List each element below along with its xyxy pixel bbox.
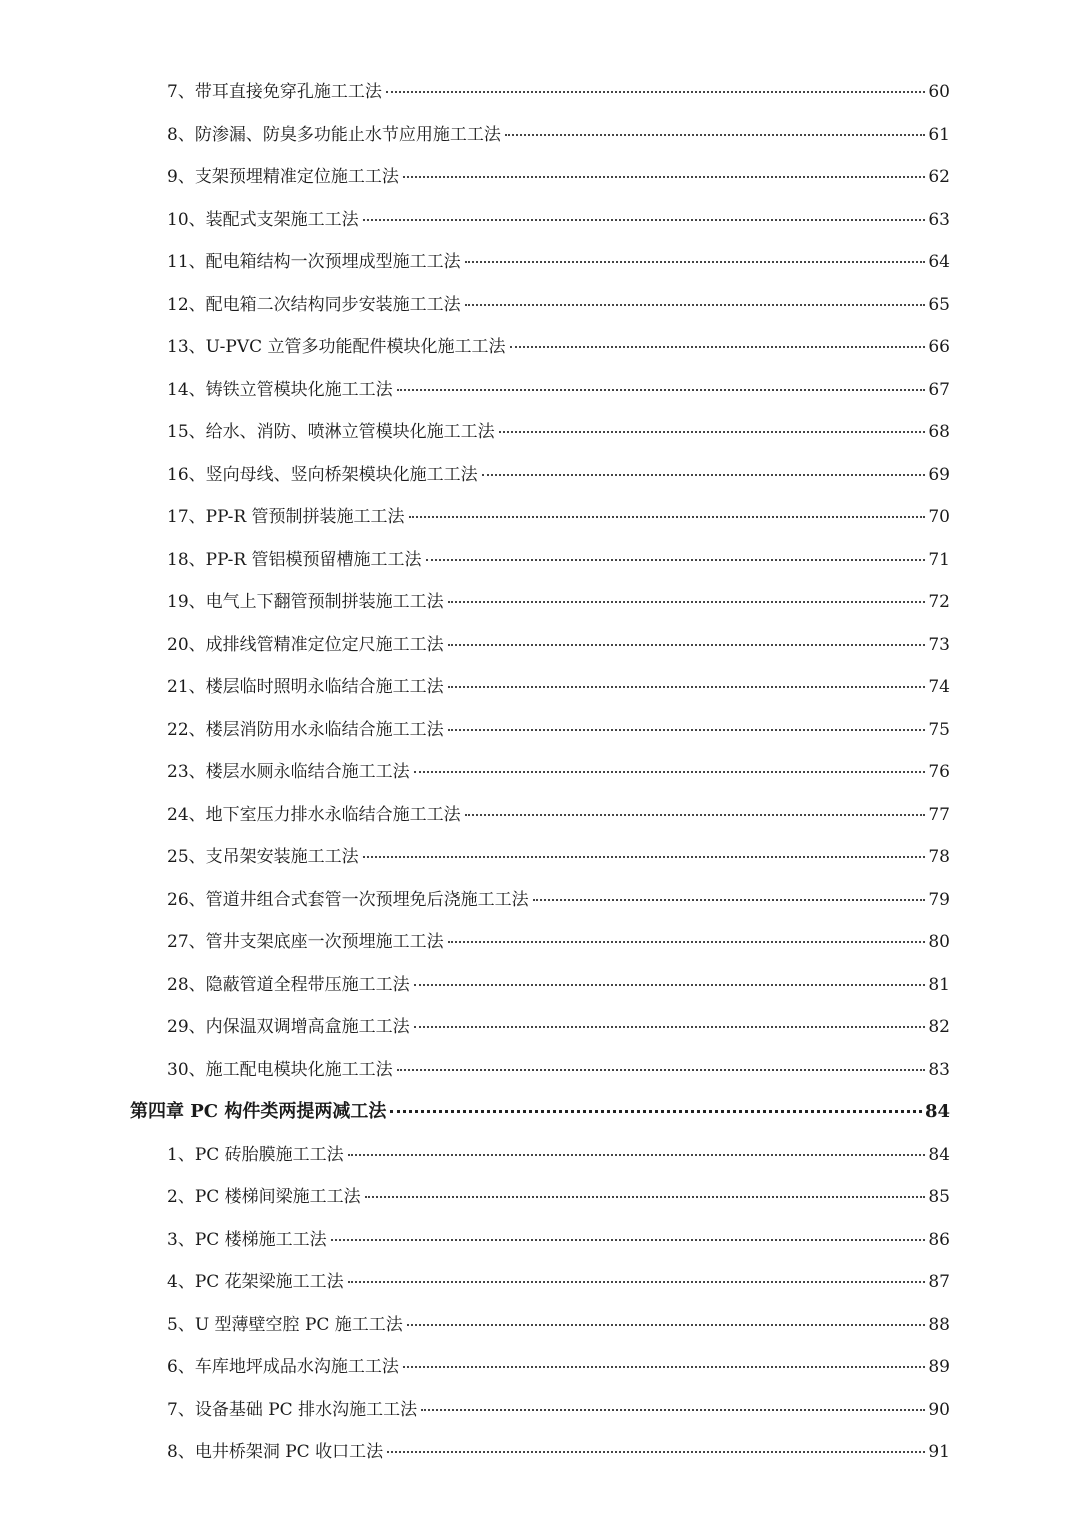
page-number: 83: [928, 1059, 950, 1080]
page-number: 71: [928, 549, 950, 570]
page-number: 88: [928, 1314, 950, 1335]
dot-leader: [390, 1110, 922, 1113]
toc-entry-row[interactable]: [0, 370, 1080, 413]
page-number: 76: [928, 762, 950, 782]
page-number: 85: [928, 1187, 950, 1207]
toc-entry-row[interactable]: [0, 1135, 1080, 1178]
page-number: 62: [928, 167, 950, 187]
dot-leader: [414, 771, 926, 773]
dot-leader: [331, 1239, 926, 1241]
entry-title: 7、设备基础 PC 排水沟施工工法: [167, 1399, 418, 1420]
toc-entry-row[interactable]: [0, 497, 1080, 540]
toc-entry-row[interactable]: [0, 880, 1080, 923]
entry-title: 9、支架预埋精准定位施工工法: [167, 167, 399, 187]
dot-leader: [365, 1196, 926, 1198]
dot-leader: [448, 686, 926, 688]
dot-leader: [414, 1026, 926, 1028]
entry-title: 3、PC 楼梯施工工法: [167, 1229, 327, 1250]
toc-entry-row[interactable]: [0, 667, 1080, 710]
dot-leader: [387, 1451, 925, 1453]
entry-title: 4、PC 花架梁施工工法: [167, 1272, 344, 1292]
entry-title: 18、PP-R 管铝模预留槽施工工法: [167, 549, 422, 570]
page-number: 66: [928, 337, 950, 357]
toc-entry-row[interactable]: [0, 582, 1080, 625]
page-number: 91: [928, 1442, 950, 1462]
dot-leader: [482, 474, 926, 476]
toc-entry-row[interactable]: [0, 922, 1080, 965]
dot-leader: [465, 814, 926, 816]
entry-title: 10、装配式支架施工工法: [167, 209, 359, 230]
dot-leader: [448, 941, 926, 943]
toc-entry-row[interactable]: [0, 200, 1080, 243]
chapter-title: 第四章 PC 构件类两提两减工法: [130, 1101, 387, 1122]
dot-leader: [499, 431, 926, 433]
page-number: 63: [928, 209, 950, 230]
dot-leader: [533, 899, 926, 901]
entry-title: 11、配电箱结构一次预埋成型施工工法: [167, 252, 461, 272]
toc-chapter-row[interactable]: [0, 1092, 1080, 1135]
toc-entry-row[interactable]: [0, 285, 1080, 328]
page-number: 68: [928, 422, 950, 442]
page-number: 77: [928, 804, 950, 825]
entry-title: 5、U 型薄壁空腔 PC 施工工法: [167, 1314, 403, 1335]
dot-leader: [407, 1324, 926, 1326]
page-number: 64: [928, 252, 950, 272]
entry-title: 17、PP-R 管预制拼装施工工法: [167, 507, 405, 527]
toc-entry-row[interactable]: [0, 412, 1080, 455]
dot-leader: [409, 516, 926, 518]
dot-leader: [448, 644, 926, 646]
toc-entry-row[interactable]: [0, 540, 1080, 583]
toc-entry-row[interactable]: [0, 1305, 1080, 1348]
page-number: 89: [928, 1357, 950, 1377]
toc-entry-row[interactable]: [0, 1432, 1080, 1475]
toc-entry-row[interactable]: [0, 1050, 1080, 1093]
entry-title: 21、楼层临时照明永临结合施工工法: [167, 677, 444, 697]
entry-title: 16、竖向母线、竖向桥架模块化施工工法: [167, 464, 478, 485]
page-number: 61: [928, 124, 950, 145]
toc-entry-row[interactable]: [0, 1220, 1080, 1263]
entry-title: 22、楼层消防用水永临结合施工工法: [167, 719, 444, 740]
dot-leader: [397, 1069, 926, 1071]
entry-title: 27、管井支架底座一次预埋施工工法: [167, 932, 444, 952]
dot-leader: [348, 1281, 926, 1283]
dot-leader: [386, 91, 926, 93]
table-of-contents: [0, 72, 1080, 1475]
page-number: 73: [928, 634, 950, 655]
entry-title: 15、给水、消防、喷淋立管模块化施工工法: [167, 422, 495, 442]
page-number: 84: [924, 1101, 950, 1122]
page-number: 90: [928, 1399, 950, 1420]
entry-title: 7、带耳直接免穿孔施工工法: [167, 82, 382, 102]
page-number: 82: [928, 1017, 950, 1037]
toc-entry-row[interactable]: [0, 242, 1080, 285]
toc-entry-row[interactable]: [0, 752, 1080, 795]
entry-title: 24、地下室压力排水永临结合施工工法: [167, 804, 461, 825]
dot-leader: [348, 1154, 926, 1156]
entry-title: 13、U-PVC 立管多功能配件模块化施工工法: [167, 337, 506, 357]
entry-title: 6、车库地坪成品水沟施工工法: [167, 1357, 399, 1377]
entry-title: 1、PC 砖胎膜施工工法: [167, 1144, 344, 1165]
dot-leader: [363, 219, 926, 221]
toc-entry-row[interactable]: [0, 327, 1080, 370]
dot-leader: [426, 559, 926, 561]
page-number: 79: [928, 889, 950, 910]
page-number: 87: [928, 1272, 950, 1292]
toc-entry-row[interactable]: [0, 837, 1080, 880]
dot-leader: [448, 601, 926, 603]
page-number: 74: [928, 677, 950, 697]
toc-entry-row[interactable]: [0, 1177, 1080, 1220]
page-number: 81: [928, 974, 950, 995]
page-number: 70: [928, 507, 950, 527]
toc-entry-row[interactable]: [0, 1262, 1080, 1305]
dot-leader: [448, 729, 926, 731]
dot-leader: [421, 1409, 925, 1411]
toc-entry-row[interactable]: [0, 1007, 1080, 1050]
entry-title: 20、成排线管精准定位定尺施工工法: [167, 634, 444, 655]
dot-leader: [397, 389, 926, 391]
toc-entry-row[interactable]: [0, 710, 1080, 753]
page-number: 84: [928, 1144, 950, 1165]
toc-entry-row[interactable]: [0, 455, 1080, 498]
dot-leader: [403, 1366, 926, 1368]
page-number: 60: [928, 82, 950, 102]
entry-title: 29、内保温双调增高盒施工工法: [167, 1017, 410, 1037]
entry-title: 14、铸铁立管模块化施工工法: [167, 379, 393, 400]
toc-entry-row[interactable]: [0, 965, 1080, 1008]
entry-title: 23、楼层水厕永临结合施工工法: [167, 762, 410, 782]
toc-entry-row[interactable]: [0, 1390, 1080, 1433]
toc-entry-row[interactable]: [0, 625, 1080, 668]
entry-title: 28、隐蔽管道全程带压施工工法: [167, 974, 410, 995]
dot-leader: [465, 261, 926, 263]
toc-entry-row[interactable]: [0, 72, 1080, 115]
entry-title: 8、电井桥架洞 PC 收口工法: [167, 1442, 384, 1462]
dot-leader: [403, 176, 926, 178]
page-number: 69: [928, 464, 950, 485]
entry-title: 12、配电箱二次结构同步安装施工工法: [167, 294, 461, 315]
page-number: 67: [928, 379, 950, 400]
page-number: 72: [928, 592, 950, 612]
page-number: 65: [928, 294, 950, 315]
toc-entry-row[interactable]: [0, 1347, 1080, 1390]
page-number: 86: [928, 1229, 950, 1250]
entry-title: 2、PC 楼梯间梁施工工法: [167, 1187, 361, 1207]
dot-leader: [505, 134, 926, 136]
dot-leader: [465, 304, 926, 306]
entry-title: 19、电气上下翻管预制拼装施工工法: [167, 592, 444, 612]
dot-leader: [510, 346, 926, 348]
dot-leader: [414, 984, 926, 986]
entry-title: 30、施工配电模块化施工工法: [167, 1059, 393, 1080]
entry-title: 25、支吊架安装施工工法: [167, 847, 359, 867]
page-number: 80: [928, 932, 950, 952]
toc-entry-row[interactable]: [0, 157, 1080, 200]
page-number: 78: [928, 847, 950, 867]
toc-entry-row[interactable]: [0, 115, 1080, 158]
toc-entry-row[interactable]: [0, 795, 1080, 838]
page-number: 75: [928, 719, 950, 740]
entry-title: 8、防渗漏、防臭多功能止水节应用施工工法: [167, 124, 501, 145]
entry-title: 26、管道井组合式套管一次预埋免后浇施工工法: [167, 889, 529, 910]
dot-leader: [363, 856, 926, 858]
